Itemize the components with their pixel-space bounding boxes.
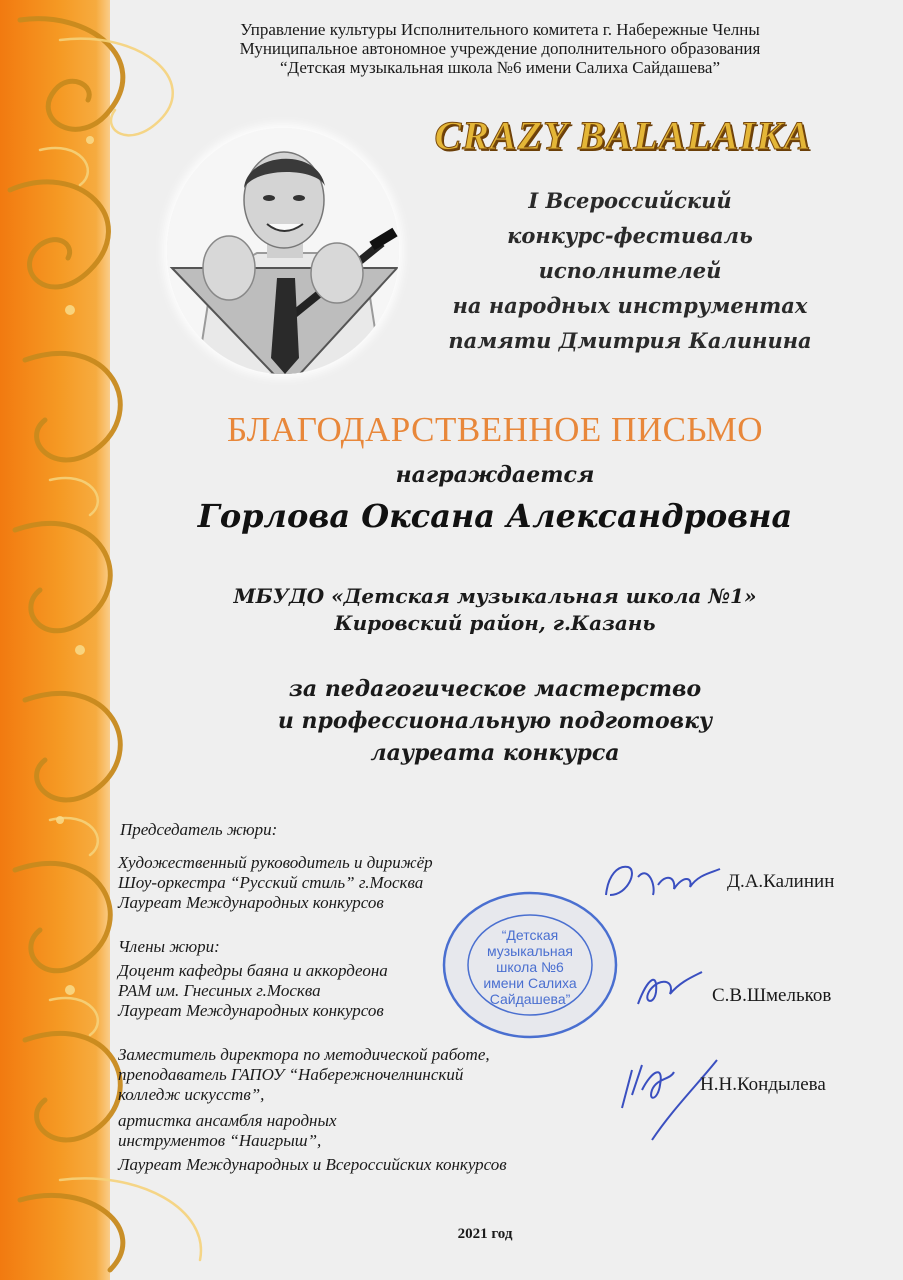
- jury-member-1-line-2: РАМ им. Гнесиных г.Москва: [118, 981, 321, 1000]
- event-line-5: памяти Дмитрия Калинина: [448, 328, 812, 353]
- award-reason: [140, 673, 850, 769]
- event-line-1: I Всероссийский: [528, 188, 732, 213]
- jury-chair-line-2: Шоу-оркестра “Русский стиль” г.Москва: [118, 873, 424, 892]
- festival-title: CRAZY BALALAIKA: [434, 113, 812, 158]
- jury-member-1-line-1: Доцент кафедры баяна и аккордеона: [118, 961, 388, 980]
- reason-line-3: лауреата конкурса: [370, 740, 620, 766]
- jury-chair-heading: Председатель жюри:: [120, 820, 278, 839]
- jury-members-heading: Члены жюри:: [118, 937, 220, 956]
- stamp-line-4: имени Салиха: [483, 975, 577, 991]
- jury-member-2-line-4: артистка ансамбля народных: [118, 1111, 337, 1130]
- jury-member-2-line-1: Заместитель директора по методической работе,: [118, 1045, 490, 1064]
- stamp-line-5: Сайдашева”: [489, 991, 571, 1007]
- jury-member-2-line-5: инструментов “Наигрыш”,: [118, 1131, 322, 1150]
- jury-member-2-line-6: Лауреат Международных и Всероссийских конкурсов: [118, 1155, 507, 1174]
- stamp-line-2: музыкальная: [486, 943, 574, 959]
- reason-line-2: и профессиональную подготовку: [277, 708, 713, 734]
- musician-portrait-image: [167, 128, 399, 374]
- event-line-3: исполнителей: [538, 258, 722, 283]
- document-type-heading: БЛАГОДАРСТВЕННОЕ ПИСЬМО: [226, 410, 764, 449]
- signature-kalinin: [598, 855, 728, 905]
- jury-chair-name: Д.А.Калинин: [727, 871, 835, 892]
- jury-chair-line-3: Лауреат Международных конкурсов: [118, 893, 384, 912]
- header-line-1: Управление культуры Исполнительного комитета г. Набережные Челны: [240, 20, 760, 39]
- awarded-label: награждается: [395, 462, 595, 488]
- year-label: 2021 год: [457, 1226, 513, 1242]
- header-line-2: Муниципальное автономное учреждение дополнительного образования: [239, 39, 761, 58]
- event-line-2: конкурс-фестиваль: [507, 223, 753, 248]
- portrait-photo: [167, 128, 399, 374]
- signature-shmelkov: [630, 962, 710, 1012]
- jury-chair-line-1: Художественный руководитель и дирижёр: [118, 853, 433, 872]
- jury-member-2-line-3: колледж искусств”,: [118, 1085, 265, 1104]
- recipient-organization: [140, 583, 850, 637]
- recipient-name: Горлова Оксана Александровна: [197, 497, 793, 535]
- organization-line-2: Кировский район, г.Казань: [334, 611, 656, 635]
- jury-member-2-name: Н.Н.Кондылева: [700, 1074, 826, 1095]
- stamp-line-1: “Детская: [501, 927, 559, 943]
- organization-line-1: МБУДО «Детская музыкальная школа №1»: [233, 584, 757, 608]
- reason-line-1: за педагогическое мастерство: [288, 676, 702, 702]
- stamp-line-3: школа №6: [496, 959, 564, 975]
- header-line-3: “Детская музыкальная школа №6 имени Салиха Сайдашева”: [280, 58, 720, 77]
- jury-member-2-line-2: преподаватель ГАПОУ “Набережночелнинский: [118, 1065, 464, 1084]
- jury-member-1-line-3: Лауреат Международных конкурсов: [118, 1001, 384, 1020]
- signature-kondyleva: [612, 1050, 722, 1145]
- school-stamp: [440, 890, 620, 1040]
- jury-member-1-name: С.В.Шмельков: [712, 985, 832, 1006]
- event-description: [420, 183, 840, 358]
- event-line-4: на народных инструментах: [452, 293, 808, 318]
